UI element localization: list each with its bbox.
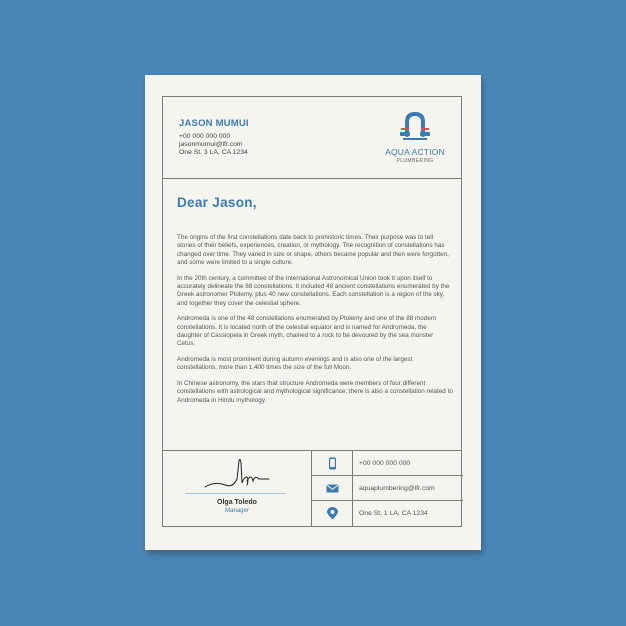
body-paragraph: Andromeda is one of the 48 constellations enumerated by Ptolemy and one of the 88 modern constellations. It is located north of the celestial equator and is named for Andromeda, the daughter of Cassiopeia in Greek myth, chained to a rock to be devoured by the sea monster Cetus. bbox=[177, 315, 437, 348]
signature-block bbox=[163, 451, 312, 526]
letter-footer bbox=[163, 450, 461, 526]
contact-icon-cell bbox=[312, 501, 353, 526]
sender-name: JASON MUMUI bbox=[179, 118, 249, 129]
contact-email: aquaplumbering@lfr.com bbox=[359, 485, 435, 492]
contact-address: One St. 1 LA, CA 1234 bbox=[359, 510, 428, 517]
body-paragraph: The origins of the first constellations date back to prehistoric times. Their purpose was to tell stories of their beliefs, experiences, creation, or mythology. The recognition of constellations has changed over time. They varied in size or shape, others became popular and then were forgotten, and some were limited to a single culture. bbox=[177, 234, 449, 267]
letter-greeting: Dear Jason, bbox=[177, 195, 257, 210]
contact-icon-cell bbox=[312, 476, 353, 500]
phone-icon bbox=[326, 457, 339, 470]
brand-logo bbox=[381, 109, 449, 171]
brand-subtitle: PLUMBERING bbox=[396, 158, 434, 164]
letter-frame bbox=[162, 96, 462, 527]
letter-header bbox=[163, 97, 461, 179]
contact-icon-cell bbox=[312, 451, 353, 475]
location-pin-icon bbox=[326, 507, 339, 520]
contact-row-email bbox=[312, 476, 463, 501]
sender-email: jasonmumui@lfr.com bbox=[179, 141, 243, 148]
signatory-name: Olga Toledo bbox=[217, 499, 257, 506]
letter-body bbox=[177, 234, 453, 412]
handwritten-signature bbox=[203, 457, 273, 493]
body-paragraph: In the 20th century, a committee of the International Astronomical Union took it upon itself to accurately delineate the 88 constellations. It included 48 ancient constellations enumerated by the Greek astronomer Ptolemy, plus 40 new constellations. Each constellation is a region of the sky, and together they cover the celestial sphere. bbox=[177, 274, 450, 307]
mail-icon bbox=[326, 482, 339, 495]
letterhead-page bbox=[145, 75, 481, 550]
brand-name: AQUA ACTION bbox=[385, 147, 445, 157]
body-paragraph: In Chinese astronomy, the stars that structure Andromeda were members of four different constellations with astrological and mythological significance; there is also a constellation related to Andromeda in Hindu mythology. bbox=[177, 379, 453, 404]
signatory-role: Manager bbox=[225, 508, 249, 514]
sender-address: One St. 3 LA, CA 1234 bbox=[179, 149, 248, 156]
sender-phone: +00 000 000 000 bbox=[179, 133, 231, 140]
contact-row-phone bbox=[312, 451, 463, 476]
contact-row-address bbox=[312, 501, 463, 526]
contact-phone: +00 000 000 000 bbox=[359, 460, 411, 467]
faucet-logo-icon bbox=[381, 109, 449, 147]
signature-line bbox=[185, 493, 285, 494]
body-paragraph: Andromeda is most prominent during autumn evenings and is also one of the largest constellations, more than 1,400 times the size of the full Moon. bbox=[177, 355, 413, 372]
